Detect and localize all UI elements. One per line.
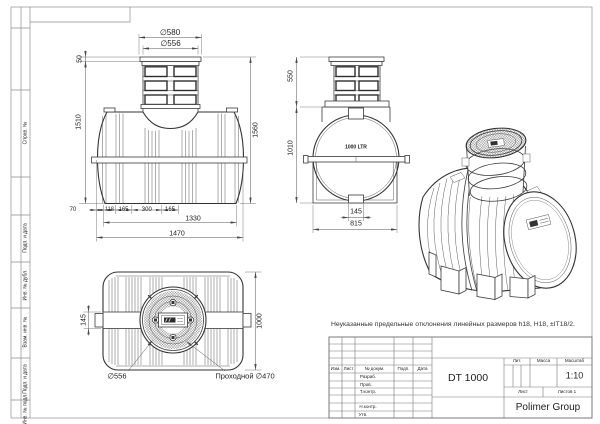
tb-header-data: Дата — [417, 365, 428, 371]
margin-sprav: Справ. № — [22, 121, 28, 145]
front-neck — [140, 57, 201, 112]
tb-sheet: Лист — [518, 388, 528, 394]
tb-header-list: Лист — [343, 365, 354, 371]
dim-165-left: 165 — [118, 206, 129, 213]
tb-masshtab: Масштаб — [564, 358, 585, 364]
front-strap-band — [92, 157, 248, 163]
dim-height-1510: 1510 — [75, 114, 83, 130]
margin-podp-data-1: Подп. и дата — [22, 223, 28, 253]
tb-sheets: Листов 1 — [557, 388, 577, 394]
scale-value: 1:10 — [565, 370, 584, 381]
margin-inv-podl: Инв. № подл. — [22, 392, 28, 424]
dim-plan-1000: 1000 — [256, 313, 263, 329]
dim-118: 118 — [105, 206, 114, 213]
margin-vzam-inv: Взам. инв. № — [22, 316, 28, 348]
margin-podp-data-2: Подп. и дата — [22, 363, 28, 394]
margin-inv-dubl: Инв. № дубл. — [22, 269, 28, 301]
tb-header-podp: Подп. — [397, 365, 410, 371]
dim-width-1330: 1330 — [185, 215, 201, 223]
tb-lit: Лит. — [512, 358, 522, 364]
dim-diameter-556: ∅556 — [160, 39, 181, 48]
dim-300: 300 — [141, 206, 152, 213]
iso-view — [419, 125, 586, 300]
tolerance-note: Неуказанные предельные отклонения линейных размеров h18, H18, ±IT18/2. — [331, 321, 575, 328]
dim-diameter-580: ∅580 — [159, 27, 181, 37]
tb-row-prov: Пров. — [360, 381, 372, 387]
side-neck — [325, 57, 389, 107]
label-passage-470: Проходной ∅470 — [215, 371, 275, 381]
dim-165-right: 165 — [164, 206, 176, 213]
dim-width-815: 815 — [350, 220, 362, 228]
volume-label: 1000 LTR — [345, 144, 367, 151]
dim-height-50: 50 — [76, 55, 84, 64]
plan-view — [84, 272, 262, 371]
tb-massa: Масса — [536, 358, 551, 364]
manhole-cover — [140, 287, 206, 353]
iso-neck — [462, 125, 530, 204]
tb-header-izm: Изм. — [330, 365, 341, 371]
company-name: Polimer Group — [515, 401, 581, 413]
dim-width-1470: 1470 — [169, 230, 185, 238]
dim-height-1010: 1010 — [287, 140, 295, 156]
dim-70: 70 — [69, 206, 77, 213]
dim-height-1560: 1560 — [252, 122, 260, 138]
tb-row-tkontr: Т.контр. — [359, 388, 377, 394]
dim-height-550: 550 — [287, 70, 295, 82]
dim-width-145: 145 — [350, 208, 362, 216]
part-designation: DT 1000 — [447, 371, 489, 384]
tb-row-razrab: Разраб. — [359, 373, 377, 379]
tb-row-utv: Утв. — [358, 411, 368, 417]
tb-row-nkontr: Н.контр. — [359, 403, 377, 409]
label-diameter-556: ∅556 — [107, 370, 127, 380]
tb-header-doc: № докум. — [364, 365, 385, 371]
dim-plan-145: 145 — [80, 314, 88, 326]
